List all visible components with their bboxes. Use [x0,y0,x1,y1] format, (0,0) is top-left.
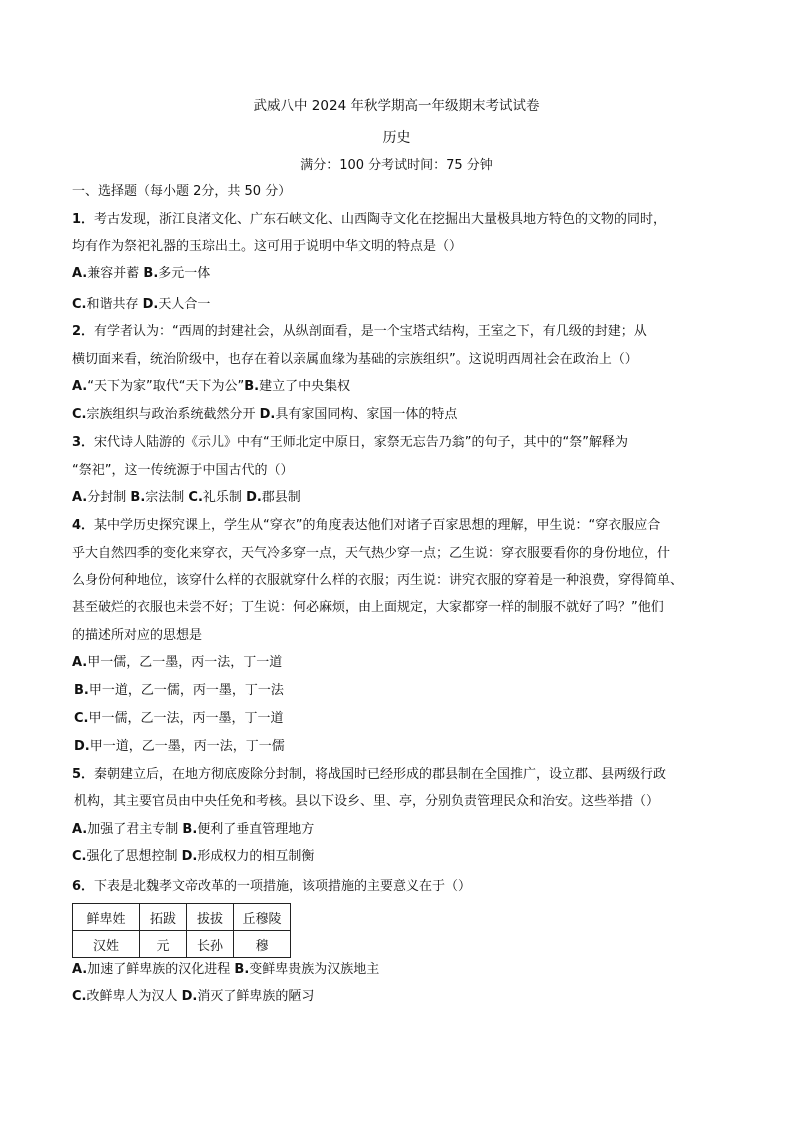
q5-option-a: 加强了君主专制 [87,822,179,837]
q1-text-1: 考古发现，浙江良渚文化、广东石峡文化、山西陶寺文化在挖掘出大量极具地方特色的文物的同时， [94,212,667,227]
q2-option-c-label: C. [72,407,87,422]
q1-option-a: 兼容并蓄 [87,266,140,281]
q4-option-b: 甲一道，乙一儒，丙一墨，丁一法 [88,683,284,698]
q4-option-b-row [74,682,284,700]
q6-option-b: 变鲜卑贵族为汉族地主 [249,962,380,977]
q3-option-d: 郡县制 [261,490,301,505]
q4-text-4: 甚至破烂的衣服也未尝不好；丁生说：何必麻烦，由上面规定，大家都穿一样的制服不就好了吗？”他们 [72,600,664,615]
table-cell: 元 [140,931,187,958]
q2-option-a-label: A. [72,379,88,394]
q6-option-b-label: B. [234,962,250,977]
q6-text-1: 下表是北魏孝文帝改革的一项措施，该项措施的主要意义在于（） [94,879,472,894]
q4-text-5: 的描述所对应的思想是 [72,628,203,643]
q1-text-2: 均有作为祭祀礼器的玉琮出土。这可用于说明中华文明的特点是（） [72,239,463,254]
q4-option-d: 甲一道，乙一墨，丙一法，丁一儒 [89,739,285,754]
q4-line1 [72,517,660,535]
section-heading: 一、选择题（每小题 2分，共 50 分） [72,184,292,199]
table-cell: 拔拔 [187,904,234,931]
q6-line1 [72,878,471,896]
q3-options [72,489,301,507]
q6-number: 6． [72,879,95,894]
q4-option-c-label: C. [74,711,89,726]
q6-option-c-label: C. [72,989,87,1004]
q1-option-d-label: D. [142,297,159,312]
table-row [73,931,291,958]
q5-number: 5． [72,767,95,782]
q4-option-c: 甲一儒，乙一法，丙一墨，丁一道 [88,711,284,726]
q5-option-b: 便利了垂直管理地方 [197,822,315,837]
table-cell: 长孙 [187,931,234,958]
exam-meta: 满分：100 分考试时间：75 分钟 [300,158,493,173]
table-cell: 穆 [234,931,291,958]
q5-option-c-label: C. [72,849,87,864]
table-cell: 汉姓 [73,931,140,958]
q3-option-a-label: A. [72,490,88,505]
q3-number: 3． [72,435,95,450]
q3-option-b-label: B. [130,490,146,505]
q2-text-1: 有学者认为：“西周的封建社会，从纵剖面看，是一个宝塔式结构，王室之下，有几级的封建；从 [94,324,647,339]
q4-text-1: 某中学历史探究课上，学生从“穿衣”的角度表达他们对诸子百家思想的理解，甲生说：“穿衣服应合 [94,518,661,533]
subject-title: 历史 [382,130,411,146]
q4-number: 4． [72,518,95,533]
q4-text-2: 乎大自然四季的变化来穿衣，天气冷多穿一点，天气热少穿一点；乙生说：穿衣服要看你的身份地位，什 [72,546,671,561]
table-cell: 丘穆陵 [234,904,291,931]
q2-line1 [72,323,647,341]
q5-option-d-label: D. [181,849,198,864]
q3-text-1: 宋代诗人陆游的《示儿》中有“王师北定中原日，家祭无忘告乃翁”的句子，其中的“祭”解释为 [94,435,628,450]
q3-option-c-label: C. [188,490,203,505]
q1-number: 1． [72,212,95,227]
q5-text-2: 机构，其主要官员由中央任免和考核。县以下设乡、里、亭，分别负责管理民众和治安。这些举措（） [74,794,660,809]
q2-number: 2． [72,324,95,339]
q2-option-d: 具有家国同构、家国一体的特点 [275,407,458,422]
q5-option-a-label: A. [72,822,88,837]
q5-option-b-label: B. [182,822,198,837]
exam-title: 武威八中 2024 年秋学期高一年级期末考试试卷 [253,98,540,114]
q4-option-b-label: B. [74,683,89,698]
q4-option-a: 甲一儒，乙一墨，丙一法，丁一道 [87,655,283,670]
q1-option-b: 多元一体 [158,266,211,281]
q3-option-b: 宗法制 [145,490,185,505]
q1-option-c: 和谐共存 [86,297,139,312]
q2-options-ab [72,378,350,396]
q4-option-d-row [74,738,285,756]
q2-options-cd [72,406,457,424]
q2-option-a: “天下为家”取代“天下为公” [87,379,245,394]
q6-options-ab [72,961,379,979]
q2-option-d-label: D. [259,407,276,422]
q1-option-d: 天人合一 [158,297,211,312]
table-row [73,904,291,931]
q3-line1 [72,434,628,452]
q5-option-d: 形成权力的相互制衡 [197,849,315,864]
q1-options-cd [72,296,210,314]
q5-options-ab [72,821,314,839]
q6-option-a: 加速了鲜卑族的汉化进程 [87,962,231,977]
q1-option-b-label: B. [143,266,159,281]
q6-option-c: 改鲜卑人为汉人 [86,989,178,1004]
table-cell: 拓跋 [140,904,187,931]
q1-option-a-label: A. [72,266,88,281]
q6-options-cd [72,988,314,1006]
q4-text-3: 么身份何种地位，该穿什么样的衣服就穿什么样的衣服；丙生说：讲究衣服的穿着是一种浪费，穿得简单、 [72,573,684,588]
q5-text-1: 秦朝建立后，在地方彻底废除分封制，将战国时已经形成的郡县制在全国推广，设立郡、县两级行政 [94,767,667,782]
q6-option-d-label: D. [181,989,198,1004]
q2-option-b-label: B. [244,379,260,394]
q3-option-d-label: D. [246,490,262,505]
q5-options-cd [72,848,314,866]
q3-text-2: “祭祀”，这一传统源于中国古代的（） [72,463,294,478]
q1-line1 [72,211,666,229]
surname-table [72,903,291,958]
q2-text-2: 横切面来看，统治阶级中，也存在着以亲属血缘为基础的宗族组织”。这说明西周社会在政治上（） [72,352,638,367]
q4-option-d-label: D. [74,739,90,754]
q6-option-d: 消灭了鲜卑族的陋习 [197,989,315,1004]
q6-option-a-label: A. [72,962,88,977]
q3-option-a: 分封制 [87,490,127,505]
q4-option-a-label: A. [72,655,88,670]
table-cell: 鲜卑姓 [73,904,140,931]
q2-option-b: 建立了中央集权 [259,379,351,394]
q3-option-c: 礼乐制 [202,490,242,505]
q2-option-c: 宗族组织与政治系统截然分开 [86,407,256,422]
q5-option-c: 强化了思想控制 [86,849,178,864]
q4-option-c-row [74,710,284,728]
q1-options-ab [72,265,210,283]
q1-option-c-label: C. [72,297,87,312]
q5-line1 [72,766,666,784]
q4-option-a-row [72,654,282,672]
